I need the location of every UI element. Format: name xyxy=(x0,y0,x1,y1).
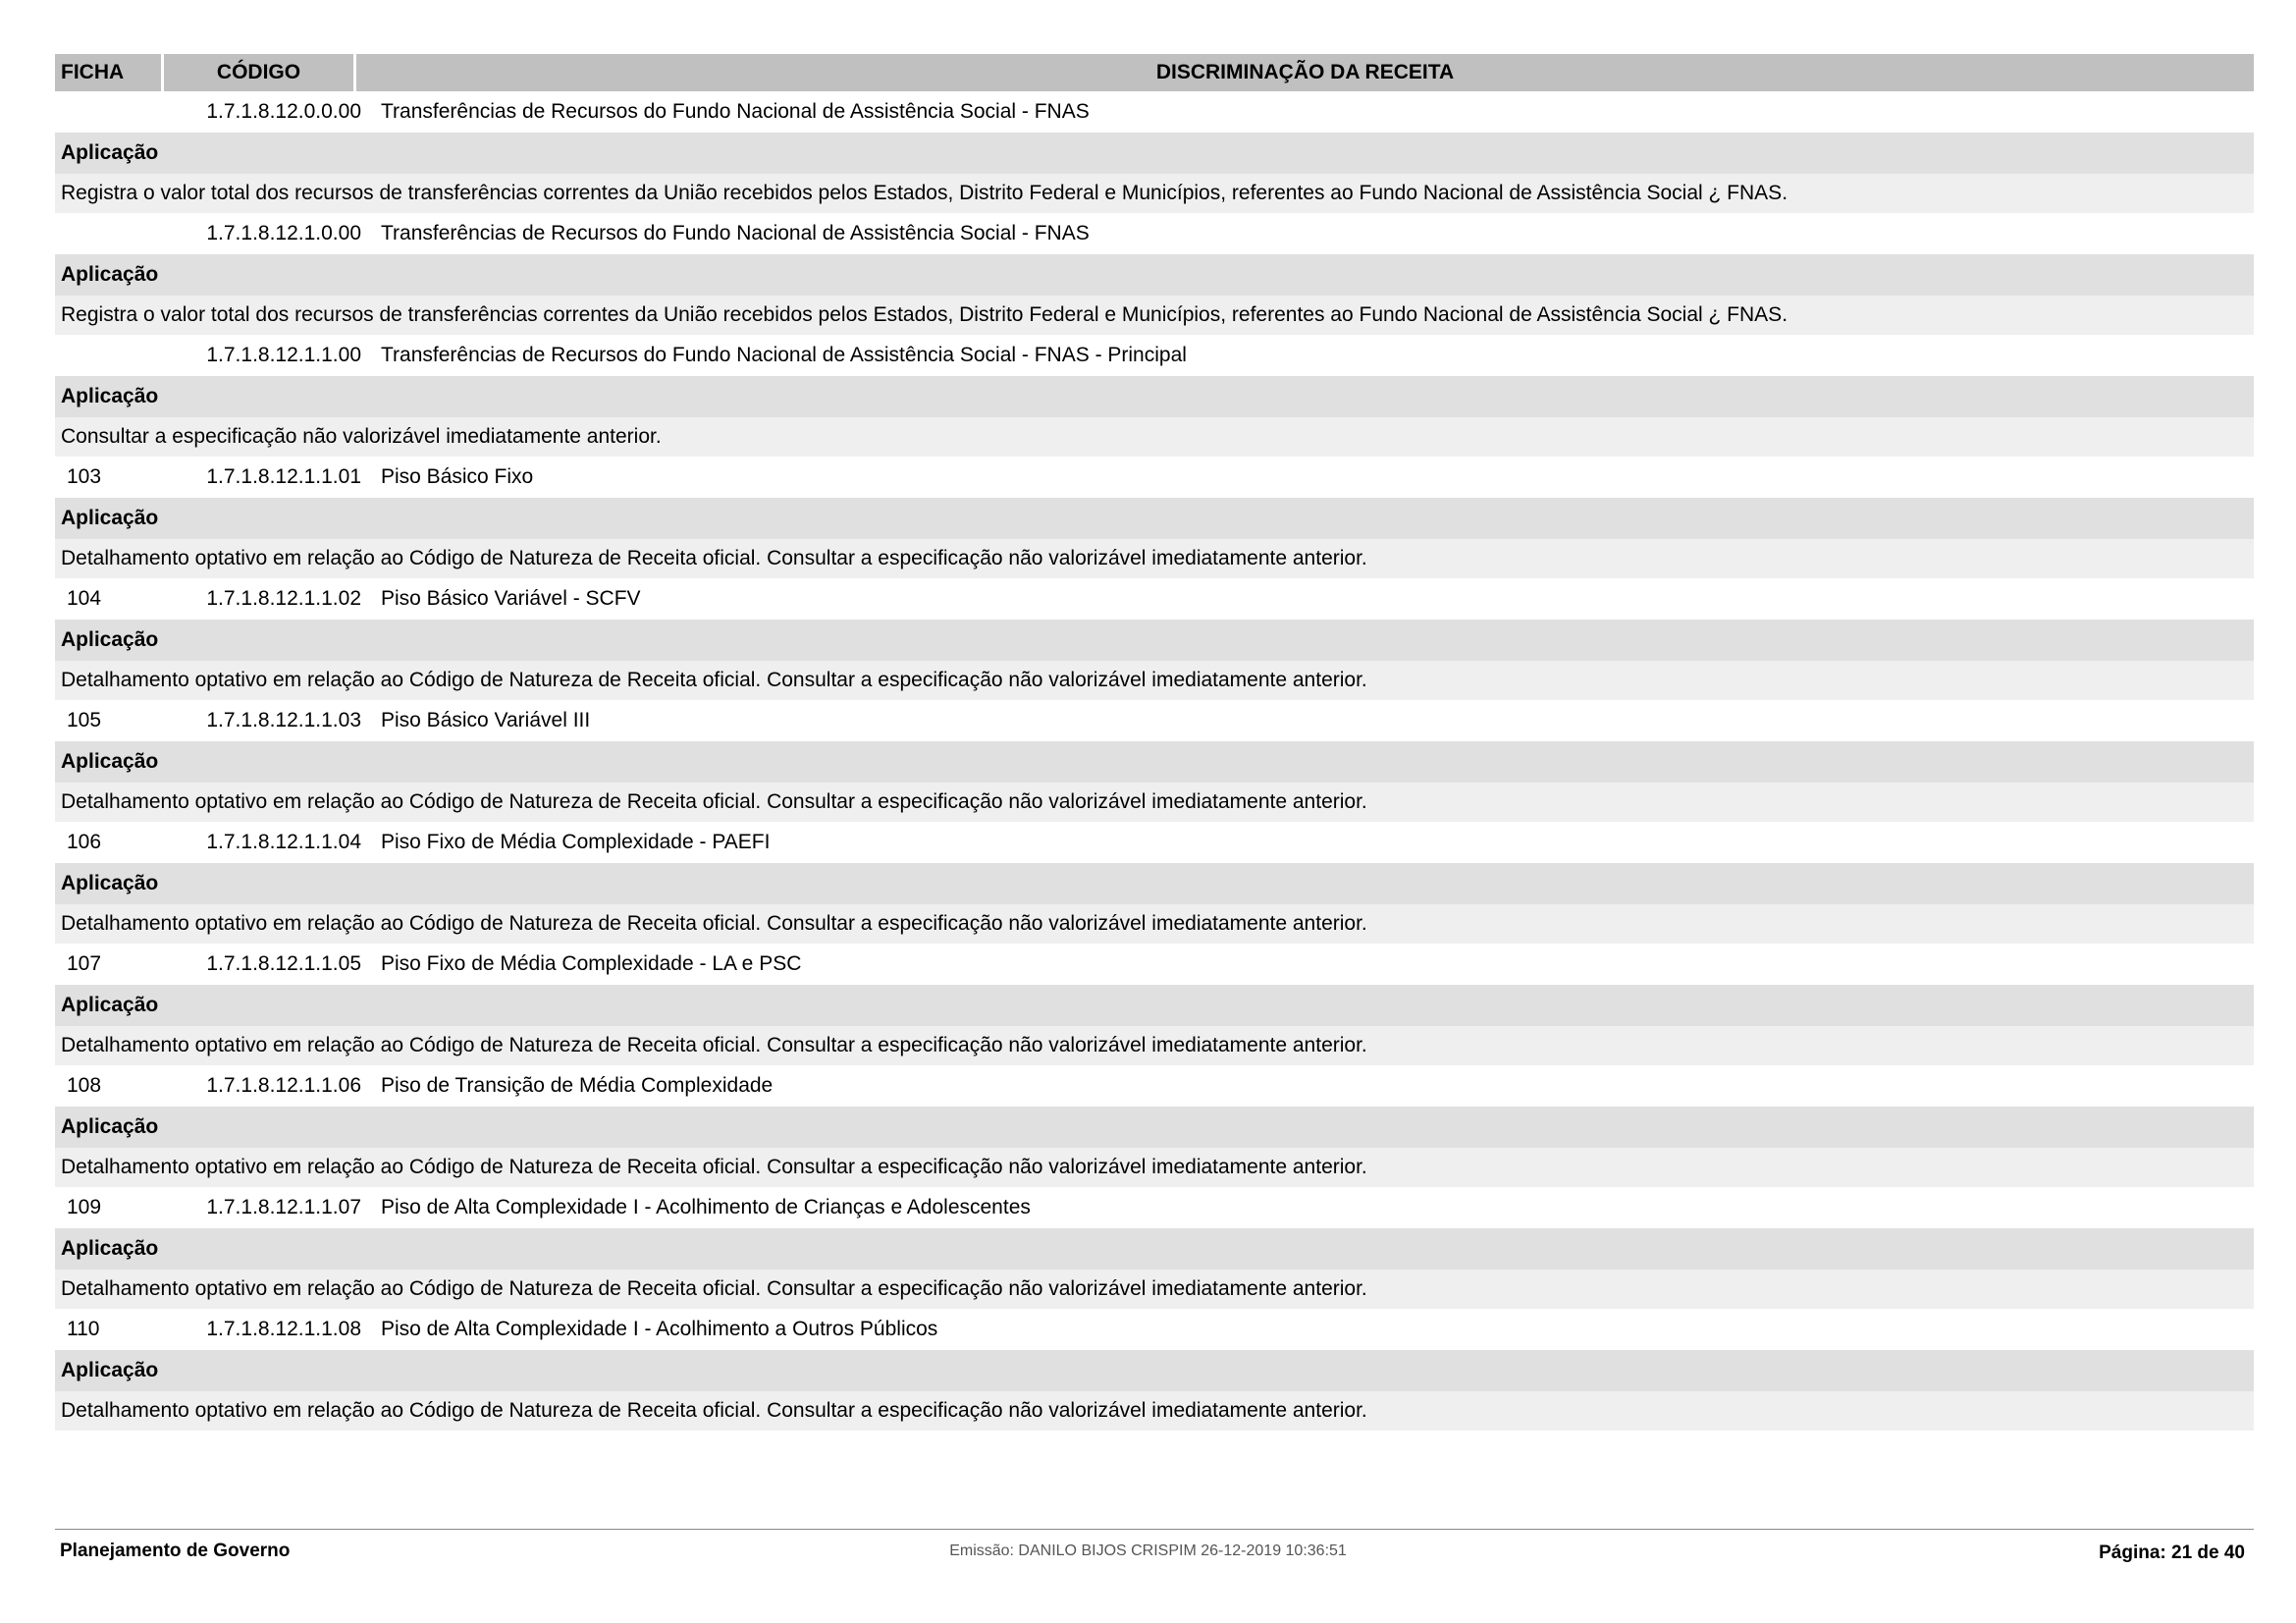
aplicacao-label: Aplicação xyxy=(55,254,2254,296)
entry-codigo: 1.7.1.8.12.1.0.00 xyxy=(206,222,361,244)
entry-descricao: Piso Fixo de Média Complexidade - LA e PSC xyxy=(381,952,802,975)
aplicacao-text: Detalhamento optativo em relação ao Código de Natureza de Receita oficial. Consultar a especificação não valorizável imediatamente anterior. xyxy=(55,661,2254,700)
table-row xyxy=(55,335,2254,376)
entry-codigo: 1.7.1.8.12.1.1.00 xyxy=(206,344,361,366)
aplicacao-label: Aplicação xyxy=(55,1107,2254,1148)
table-row xyxy=(55,213,2254,254)
aplicacao-label: Aplicação xyxy=(55,863,2254,904)
entry-codigo: 1.7.1.8.12.1.1.04 xyxy=(206,831,361,853)
entry-descricao: Piso Fixo de Média Complexidade - PAEFI xyxy=(381,831,771,853)
entry-ficha: 103 xyxy=(67,465,102,488)
aplicacao-text: Detalhamento optativo em relação ao Código de Natureza de Receita oficial. Consultar a especificação não valorizável imediatamente anterior. xyxy=(55,1026,2254,1065)
aplicacao-text: Detalhamento optativo em relação ao Código de Natureza de Receita oficial. Consultar a especificação não valorizável imediatamente anterior. xyxy=(55,783,2254,822)
header-discriminacao: DISCRIMINAÇÃO DA RECEITA xyxy=(1155,61,1455,83)
entry-ficha: 106 xyxy=(67,831,102,853)
entry-descricao: Piso Básico Variável III xyxy=(381,709,591,731)
entry-ficha: 110 xyxy=(67,1318,100,1340)
entry-ficha xyxy=(55,213,166,254)
table-row xyxy=(55,822,2254,863)
table-row xyxy=(55,700,2254,741)
aplicacao-label: Aplicação xyxy=(55,133,2254,174)
footer-title: Planejamento de Governo xyxy=(60,1541,291,1561)
aplicacao-text: Detalhamento optativo em relação ao Código de Natureza de Receita oficial. Consultar a especificação não valorizável imediatamente anterior. xyxy=(55,1270,2254,1309)
entry-codigo: 1.7.1.8.12.1.1.02 xyxy=(206,587,361,610)
entry-codigo: 1.7.1.8.12.0.0.00 xyxy=(206,100,361,123)
table-header xyxy=(55,54,2254,91)
aplicacao-text: Detalhamento optativo em relação ao Código de Natureza de Receita oficial. Consultar a especificação não valorizável imediatamente anterior. xyxy=(55,904,2254,944)
aplicacao-label: Aplicação xyxy=(55,1228,2254,1270)
entry-descricao: Transferências de Recursos do Fundo Nacional de Assistência Social - FNAS xyxy=(381,222,1090,244)
table-row xyxy=(55,91,2254,133)
aplicacao-label: Aplicação xyxy=(55,985,2254,1026)
table-row xyxy=(55,1309,2254,1350)
entry-ficha xyxy=(55,335,166,376)
entry-ficha: 109 xyxy=(67,1196,102,1218)
revenue-table xyxy=(55,54,2254,1431)
table-row xyxy=(55,457,2254,498)
entry-descricao: Piso de Alta Complexidade I - Acolhimento de Crianças e Adolescentes xyxy=(381,1196,1031,1218)
header-codigo: CÓDIGO xyxy=(216,61,301,83)
entry-ficha: 105 xyxy=(67,709,102,731)
footer-emission: Emissão: DANILO BIJOS CRISPIM 26-12-2019 10:36:51 xyxy=(949,1542,1347,1559)
aplicacao-text: Consultar a especificação não valorizável imediatamente anterior. xyxy=(55,417,2254,457)
entry-descricao: Piso de Alta Complexidade I - Acolhimento a Outros Públicos xyxy=(381,1318,938,1340)
aplicacao-text: Detalhamento optativo em relação ao Código de Natureza de Receita oficial. Consultar a especificação não valorizável imediatamente anterior. xyxy=(55,1391,2254,1431)
entry-codigo: 1.7.1.8.12.1.1.03 xyxy=(206,709,361,731)
aplicacao-label: Aplicação xyxy=(55,1350,2254,1391)
aplicacao-label: Aplicação xyxy=(55,741,2254,783)
entry-descricao: Piso de Transição de Média Complexidade xyxy=(381,1074,774,1097)
table-row xyxy=(55,1065,2254,1107)
entry-descricao: Transferências de Recursos do Fundo Nacional de Assistência Social - FNAS - Principal xyxy=(381,344,1187,366)
table-row xyxy=(55,1187,2254,1228)
aplicacao-text: Detalhamento optativo em relação ao Código de Natureza de Receita oficial. Consultar a especificação não valorizável imediatamente anterior. xyxy=(55,539,2254,578)
footer-divider xyxy=(55,1529,2254,1530)
aplicacao-label: Aplicação xyxy=(55,498,2254,539)
entry-codigo: 1.7.1.8.12.1.1.08 xyxy=(206,1318,361,1340)
table-row xyxy=(55,944,2254,985)
aplicacao-text: Registra o valor total dos recursos de transferências correntes da União recebidos pelos Estados, Distrito Federal e Municípios, referentes ao Fundo Nacional de Assistência Social ¿ FNAS. xyxy=(55,296,2254,335)
entry-ficha xyxy=(55,91,166,133)
aplicacao-label: Aplicação xyxy=(55,620,2254,661)
entry-descricao: Piso Básico Fixo xyxy=(381,465,534,488)
entry-codigo: 1.7.1.8.12.1.1.01 xyxy=(206,465,361,488)
entry-ficha: 107 xyxy=(67,952,102,975)
entry-descricao: Piso Básico Variável - SCFV xyxy=(381,587,641,610)
footer-page-number: Página: 21 de 40 xyxy=(2099,1542,2245,1563)
header-ficha: FICHA xyxy=(61,61,125,83)
aplicacao-label: Aplicação xyxy=(55,376,2254,417)
aplicacao-text: Detalhamento optativo em relação ao Código de Natureza de Receita oficial. Consultar a especificação não valorizável imediatamente anterior. xyxy=(55,1148,2254,1187)
table-row xyxy=(55,578,2254,620)
entry-ficha: 104 xyxy=(67,587,102,610)
entry-descricao: Transferências de Recursos do Fundo Nacional de Assistência Social - FNAS xyxy=(381,100,1090,123)
entry-codigo: 1.7.1.8.12.1.1.05 xyxy=(206,952,361,975)
entry-ficha: 108 xyxy=(67,1074,102,1097)
entry-codigo: 1.7.1.8.12.1.1.06 xyxy=(206,1074,361,1097)
aplicacao-text: Registra o valor total dos recursos de transferências correntes da União recebidos pelos Estados, Distrito Federal e Municípios, referentes ao Fundo Nacional de Assistência Social ¿ FNAS. xyxy=(55,174,2254,213)
entry-codigo: 1.7.1.8.12.1.1.07 xyxy=(206,1196,361,1218)
